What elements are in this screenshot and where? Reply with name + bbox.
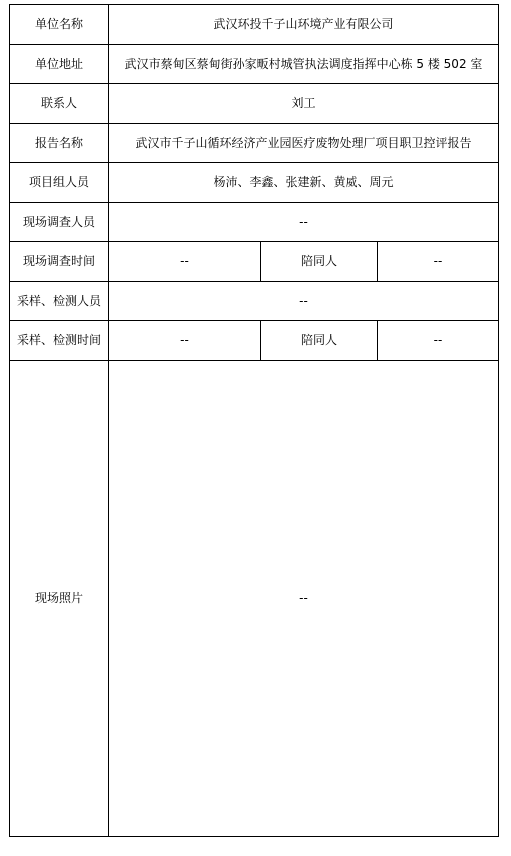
team-members-value: 杨沛、李鑫、张建新、黄威、周元	[109, 163, 499, 203]
row-survey-staff	[10, 202, 499, 242]
unit-address-label: 单位地址	[10, 44, 109, 84]
row-unit-address	[10, 44, 499, 84]
unit-name-label: 单位名称	[10, 5, 109, 45]
record-table	[9, 4, 499, 837]
survey-time-label: 现场调查时间	[10, 242, 109, 282]
report-name-value: 武汉市千子山循环经济产业园医疗废物处理厂项目职卫控评报告	[109, 123, 499, 163]
unit-name-value: 武汉环投千子山环境产业有限公司	[109, 5, 499, 45]
survey-staff-value: --	[109, 202, 499, 242]
site-photos-value: --	[109, 360, 499, 836]
row-sampling-time	[10, 321, 499, 361]
sampling-time-label: 采样、检测时间	[10, 321, 109, 361]
survey-time-value: --	[109, 242, 261, 282]
sampling-staff-label: 采样、检测人员	[10, 281, 109, 321]
team-members-label: 项目组人员	[10, 163, 109, 203]
sampling-time-value: --	[109, 321, 261, 361]
survey-record-form	[9, 4, 498, 837]
unit-address-value: 武汉市蔡甸区蔡甸街孙家畈村城管执法调度指挥中心栋 5 楼 502 室	[109, 44, 499, 84]
report-name-label: 报告名称	[10, 123, 109, 163]
row-sampling-staff	[10, 281, 499, 321]
contact-value: 刘工	[109, 84, 499, 124]
sampling-companion-label: 陪同人	[261, 321, 378, 361]
survey-staff-label: 现场调查人员	[10, 202, 109, 242]
row-team-members	[10, 163, 499, 203]
row-report-name	[10, 123, 499, 163]
survey-companion-value: --	[378, 242, 499, 282]
contact-label: 联系人	[10, 84, 109, 124]
sampling-companion-value: --	[378, 321, 499, 361]
row-survey-time	[10, 242, 499, 282]
row-site-photos	[10, 360, 499, 836]
row-unit-name	[10, 5, 499, 45]
row-contact	[10, 84, 499, 124]
sampling-staff-value: --	[109, 281, 499, 321]
site-photos-label: 现场照片	[10, 360, 109, 836]
survey-companion-label: 陪同人	[261, 242, 378, 282]
